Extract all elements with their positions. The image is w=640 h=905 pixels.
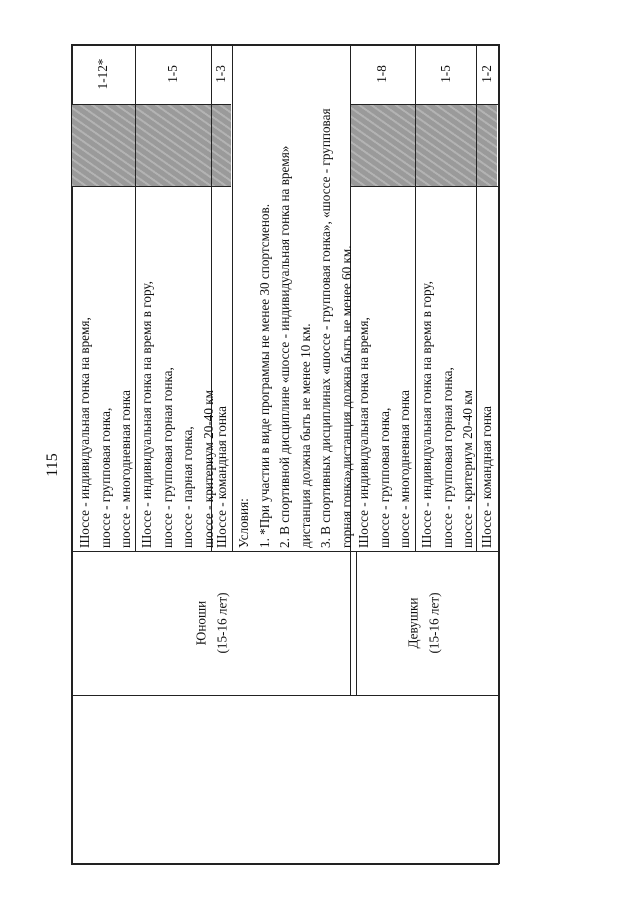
shaded-cell <box>351 105 415 186</box>
page-number: 115 <box>44 453 61 477</box>
shaded-cell <box>416 105 476 186</box>
shaded-cell <box>136 105 211 186</box>
shaded-cell <box>72 105 135 186</box>
shaded-cell <box>477 105 497 186</box>
shaded-cell <box>212 105 231 186</box>
